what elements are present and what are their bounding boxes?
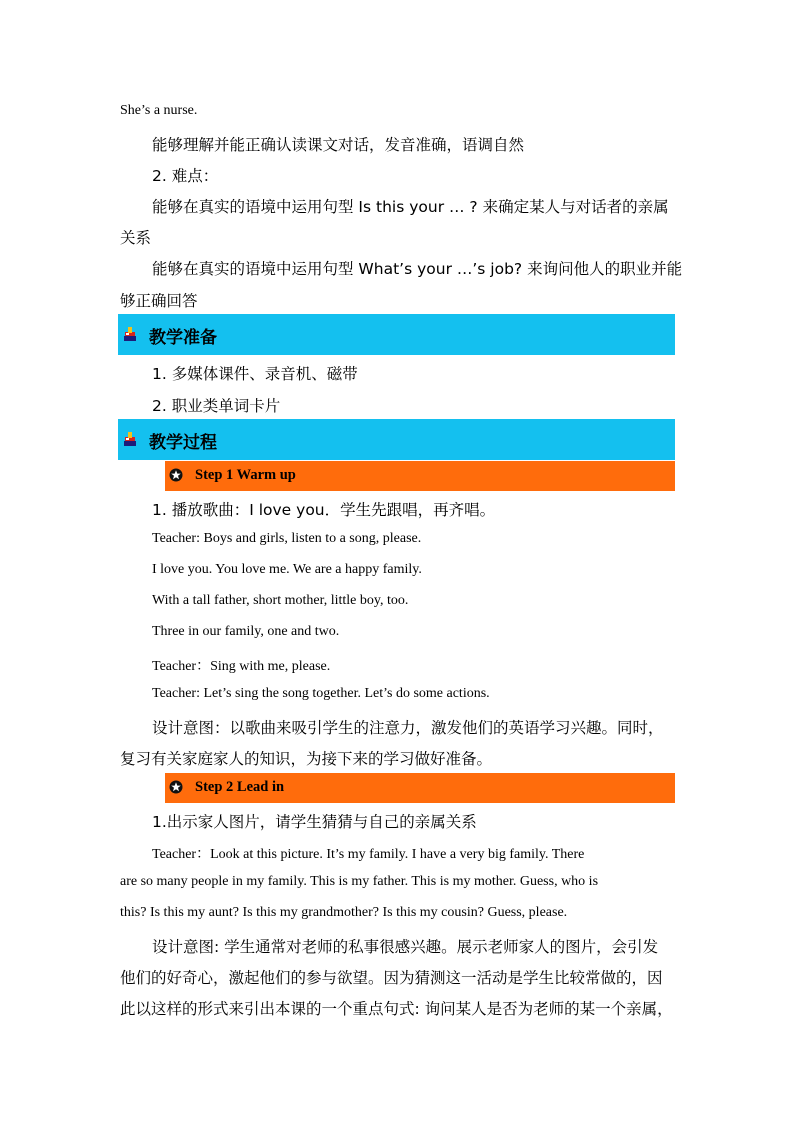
text-line: Three in our family, one and two. [152, 624, 340, 639]
text-line: With a tall father, short mother, little boy, too. [152, 593, 409, 608]
text-line: I love you. You love me. We are a happy family. [152, 562, 422, 577]
book-stack-icon [124, 432, 136, 446]
step-label: Step 2 Lead in [195, 779, 285, 795]
text-line: 他们的好奇心，激起他们的参与欲望。因为猜测这一活动是学生比较常做的，因 [120, 969, 663, 987]
text-line: She’s a nurse. [120, 103, 198, 118]
text-line: 设计意图: 学生通常对老师的私事很感兴趣。展示老师家人的图片，会引发 [152, 938, 659, 956]
star-circle-icon [169, 780, 183, 794]
text-line: this? Is this my aunt? Is this my grandmother? Is this my cousin? Guess, please. [120, 905, 568, 920]
section-title: 教学过程 [149, 433, 217, 453]
text-line: 够正确回答 [120, 292, 198, 310]
text-line: 1. 播放歌曲：I love you．学生先跟唱，再齐唱。 [152, 501, 496, 519]
text-line: 设计意图：以歌曲来吸引学生的注意力，激发他们的英语学习兴趣。同时， [152, 719, 664, 737]
star-circle-icon [169, 468, 183, 482]
text-line: 能够在真实的语境中运用句型 What’s your …’s job? 来询问他人的职业并能 [152, 260, 683, 278]
text-line: are so many people in my family. This is my father. This is my mother. Guess, who is [120, 874, 599, 889]
text-line: 关系 [120, 229, 152, 247]
book-stack-icon [124, 327, 136, 341]
text-line: 2. 难点： [152, 167, 219, 185]
section-header-process [118, 419, 675, 460]
step-header-warm-up [165, 461, 675, 491]
list-item: 2. 职业类单词卡片 [152, 397, 281, 415]
text-line: Teacher：Look at this picture. It’s my family. I have a very big family. There [152, 847, 585, 862]
text-line: 此以这样的形式来引出本课的一个重点句式: 询问某人是否为老师的某一个亲属， [120, 1000, 673, 1018]
text-line: Teacher: Let’s sing the song together. Let’s do some actions. [152, 686, 490, 701]
step-label: Step 1 Warm up [195, 467, 296, 483]
text-line: 能够理解并能正确认读课文对话，发音准确，语调自然 [152, 136, 525, 154]
step-header-lead-in [165, 773, 675, 803]
text-line: 复习有关家庭家人的知识，为接下来的学习做好准备。 [120, 750, 493, 768]
text-line: 能够在真实的语境中运用句型 Is this your … ? 来确定某人与对话者的亲属 [152, 198, 669, 216]
section-title: 教学准备 [149, 328, 217, 348]
text-line: 1.出示家人图片，请学生猜猜与自己的亲属关系 [152, 813, 477, 831]
section-header-prep [118, 314, 675, 355]
list-item: 1. 多媒体课件、录音机、磁带 [152, 365, 358, 383]
text-line: Teacher: Boys and girls, listen to a song, please. [152, 531, 422, 546]
text-line: Teacher：Sing with me, please. [152, 659, 331, 674]
